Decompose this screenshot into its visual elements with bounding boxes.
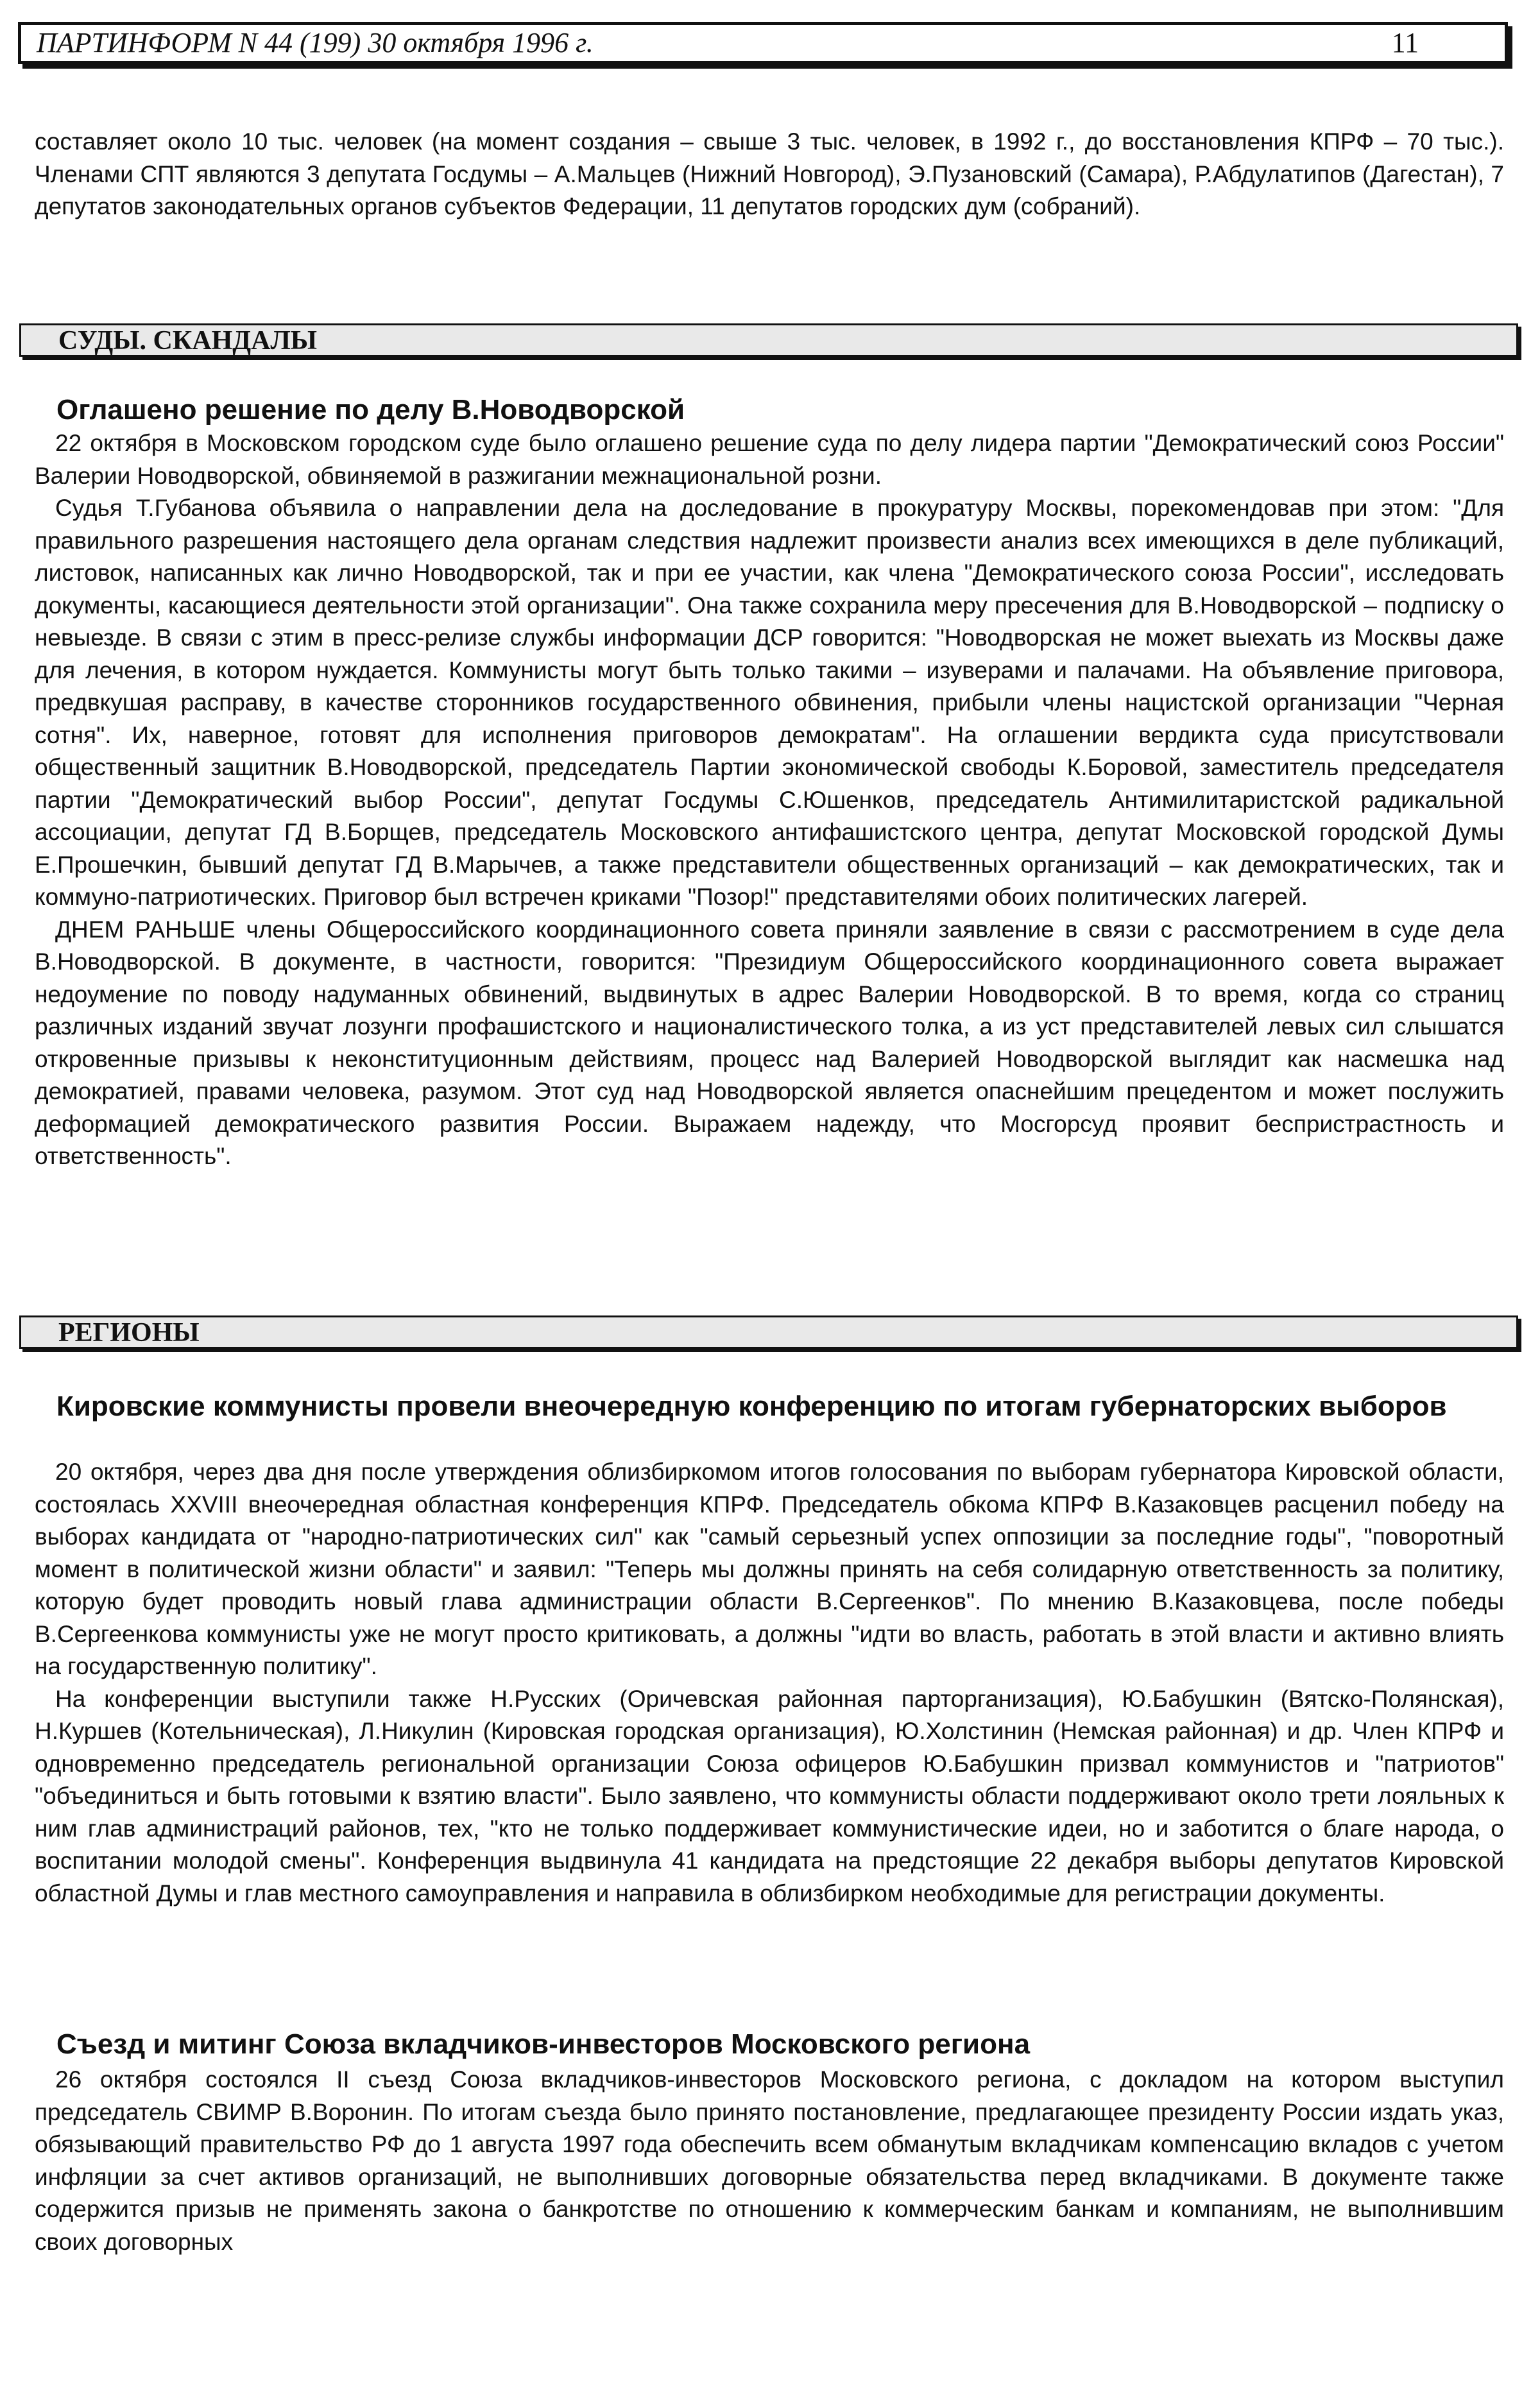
intro-paragraph: составляет около 10 тыс. человек (на момент создания – свыше 3 тыс. человек, в 1992 г., до восстановления КПРФ – 70 тыс.). Членами СПТ являются 3 депутата Госдумы – А.Мальцев (Нижний Новгород), Э.Пузановский (Самара), Р.Абдулатипов (Дагестан), 7 депутатов законодательных органов субъектов Федерации, 11 депутатов городских дум (собраний). [35,128,1504,219]
article-paragraph: Судья Т.Губанова объявила о направлении дела на доследование в прокуратуру Москвы, порекомендовав при этом: "Для правильного разрешения настоящего дела органам следствия надлежит произвести анализ всех имеющихся в деле публикаций, листовок, написанных как лично Новодворской, так и при ее участии, как члена "Демократического союза России", исследовать документы, касающиеся деятельности этой организации". Она также сохранила меру пресечения для В.Новодворской – подписку о невыезде. В связи с этим в пресс-релизе службы информации ДСР говорится: "Новодворская не может выехать из Москвы даже для лечения, в котором нуждается. Коммунисты могут быть только такими – изуверами и палачами. На объявление приговора, предвкушая расправу, в качестве сторонников государственного обвинения, прибыли члены нацистской организации "Черная сотня". Их, наверное, готовят для исполнения приговоров демократам". На оглашении вердикта суда присутствовали общественный защитник В.Новодворской, председатель Партии экономической свободы К.Боровой, заместитель председателя партии "Демократический выбор России", депутат Госдумы С.Юшенков, председатель Антимилитаристской радикальной ассоциации, депутат ГД В.Борщев, председатель Московского антифашистского центра, депутат Московской городской Думы Е.Прошечкин, бывший депутат ГД В.Марычев, а также представители общественных организаций – как демократических, так и коммуно-патриотических. Приговор был встречен криками "Позор!" представителями обоих политических лагерей. [35,495,1504,910]
section-title-courts: СУДЫ. СКАНДАЛЫ [19,323,1518,357]
intro-block [35,126,1504,223]
article-paragraph: ДНЕМ РАНЬШЕ члены Общероссийского координационного совета приняли заявление в связи с рассмотрением в суде дела В.Новодворской. В документе, в частности, говорится: "Президиум Общероссийского координационного совета выражает недоумение по поводу надуманных обвинений, выдвинутых в адрес Валерии Новодворской. В то время, когда со страниц различных изданий звучат лозунги профашистского и националистического толка, а из уст представителей левых сил слышатся откровенные призывы к неконституционным действиям, процесс над Валерией Новодворской выглядит как насмешка над демократией, правами человека, разумом. Этот суд над Новодворской является опаснейшим прецедентом и может послужить деформацией демократического развития России. Выражаем надежду, что Мосгорсуд проявит беспристрастность и ответственность". [35,916,1504,1169]
article-paragraph: На конференции выступили также Н.Русских (Оричевская районная парторганизация), Ю.Бабушкин (Вятско-Полянская), Н.Куршев (Котельническая), Л.Никулин (Кировская городская организация), Ю.Холстинин (Немская районная) и др. Член КПРФ и одновременно председатель региональной организации Союза офицеров Ю.Бабушкин призвал коммунистов и "патриотов" "объединиться и быть готовыми к взятию власти". Было заявлено, что коммунисты области поддерживают около трети лояльных к ним глав администраций районов, тех, "кто не только поддерживает коммунистические идеи, но и заботится о благе народа, о воспитании молодой смены". Конференция выдвинула 41 кандидата на предстоящие 22 декабря выборы депутатов Кировской областной Думы и глав местного самоуправления и направила в облизбирком необходимые для регистрации документы. [35,1685,1504,1906]
article-paragraph: 20 октября, через два дня после утверждения облизбиркомом итогов голосования по выборам губернатора Кировской области, состоялась XXVIII внеочередная областная конференция КПРФ. Председатель обкома КПРФ В.Казаковцев расценил победу на выборах кандидата от "народно-патриотических сил" как "самый серьезный успех оппозиции за последние годы", "поворотный момент в политической жизни области" и заявил: "Теперь мы должны принять на себя солидарную ответственность за политику, которую будет проводить новый глава администрации области В.Сергеенков". По мнению В.Казаковцева, после победы В.Сергеенкова коммунисты уже не могут просто критиковать, а должны "идти во власть, работать в этой власти и активно влиять на государственную политику". [35,1459,1504,1679]
article-body-kirov [35,1456,1504,1910]
article-paragraph: 22 октября в Московском городском суде было оглашено решение суда по делу лидера партии "Демократический союз России" Валерии Новодворской, обвиняемой в разжигании межнациональной розни. [35,430,1504,489]
article-headline-kirov: Кировские коммунисты провели внеочередную конференцию по итогам губернаторских выборов [56,1391,1447,1422]
article-paragraph: 26 октября состоялся II съезд Союза вкладчиков-инвесторов Московского региона, с докладом на котором выступил председатель СВИМР В.Воронин. По итогам съезда было принято постановление, предлагающее президенту России издать указ, обязывающий правительство РФ до 1 августа 1997 года обеспечить всем обманутым вкладчикам компенсацию вкладов с учетом инфляции за счет активов организаций, не выполнивших договорные обязательства перед вкладчиками. В документе также содержится призыв не применять закона о банкротстве по отношению к коммерческим банкам и компаниям, не выполнившим своих договорных [35,2066,1504,2255]
page-header [18,22,1508,64]
article-headline-novodvorskaya: Оглашено решение по делу В.Новодворской [56,394,685,425]
section-title-regions: РЕГИОНЫ [19,1315,1518,1349]
header-title: ПАРТИНФОРМ N 44 (199) 30 октября 1996 г. [37,27,594,58]
article-body-novodvorskaya [35,427,1504,1173]
article-headline-investors: Съезд и митинг Союза вкладчиков-инвесторов Московского региона [56,2028,1031,2060]
article-body-investors [35,2064,1504,2258]
page-number: 11 [1391,27,1419,58]
